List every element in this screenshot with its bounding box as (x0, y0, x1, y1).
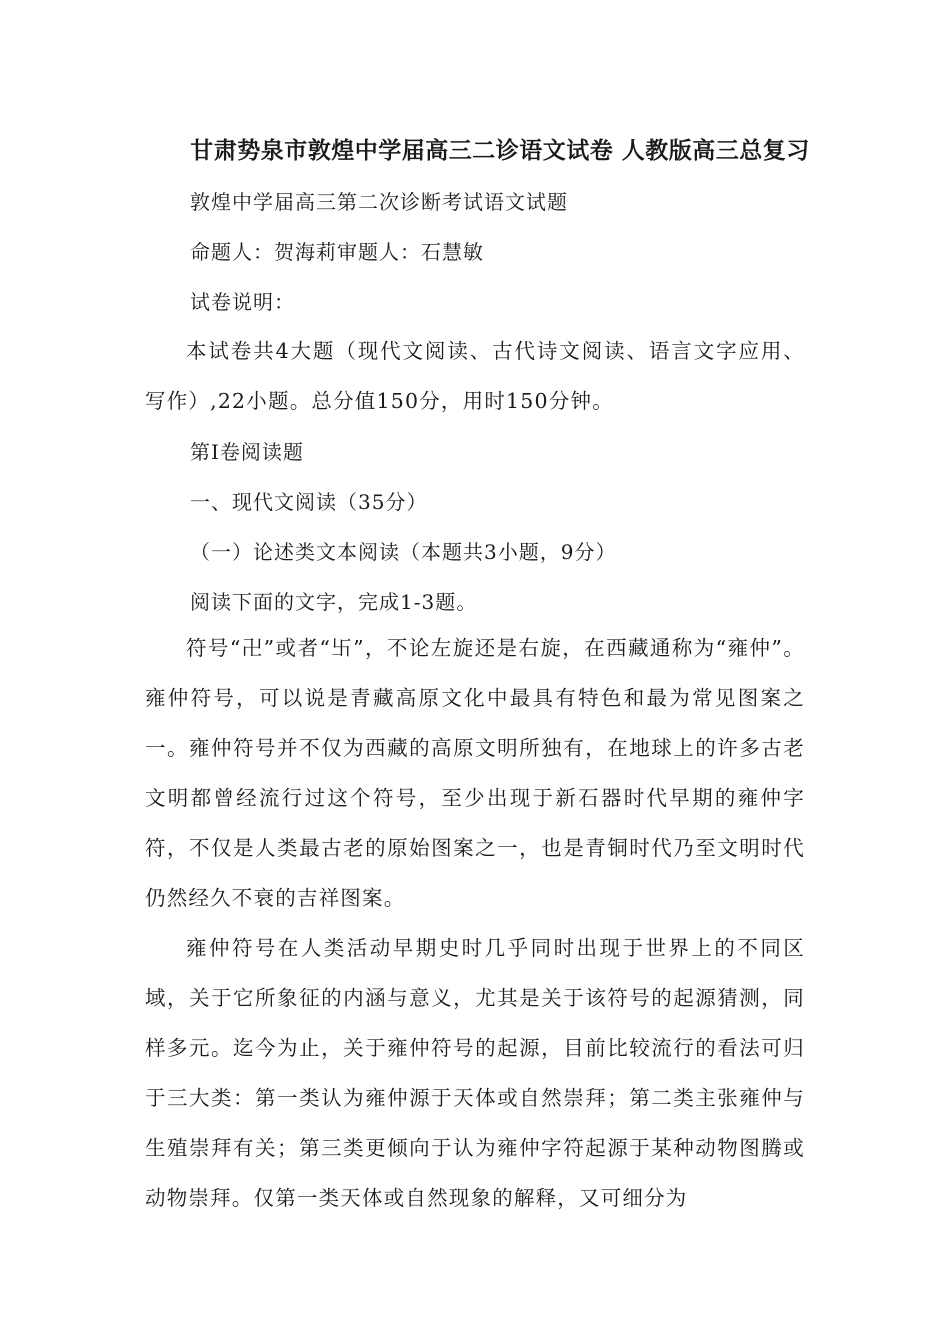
reading-prompt: 阅读下面的文字，完成1-3题。 (190, 590, 478, 614)
document-title: 甘肃势泉市敦煌中学届高三二诊语文试卷 人教版高三总复习 (190, 138, 810, 164)
exam-subtitle: 敦煌中学届高三第二次诊断考试语文试题 (190, 190, 568, 214)
exam-authors: 命题人：贺海莉审题人：石慧敏 (190, 240, 484, 264)
paragraph-1: 符号“卍”或者“卐”，不论左旋还是右旋，在西藏通称为“雍仲”。雍仲符号，可以说是青藏高原文化中最具有特色和最为常见图案之一。雍仲符号并不仅为西藏的高原文明所独有，在地球上的许多古老文明都曾经流行过这个符号，至少出现于新石器时代早期的雍仲字符，不仅是人类最古老的原始图案之一，也是青铜时代乃至文明时代仍然经久不衰的吉祥图案。 (145, 636, 805, 910)
instructions-heading: 试卷说明： (190, 290, 295, 314)
instructions-text: 本试卷共4大题（现代文阅读、古代诗文阅读、语言文字应用、写作）,22小题。总分值150分，用时150分钟。 (145, 339, 805, 413)
subsection-heading: （一）论述类文本阅读（本题共3小题，9分） (190, 540, 617, 564)
section-heading: 一、现代文阅读（35分） (190, 490, 428, 514)
volume-heading: 第Ⅰ卷阅读题 (190, 440, 304, 464)
paragraph-2: 雍仲符号在人类活动早期史时几乎同时出现于世界上的不同区域，关于它所象征的内涵与意义，尤其是关于该符号的起源猜测，同样多元。迄今为止，关于雍仲符号的起源，目前比较流行的看法可归于三大类：第一类认为雍仲源于天体或自然崇拜；第二类主张雍仲与生殖崇拜有关；第三类更倾向于认为雍仲字符起源于某种动物图腾或动物崇拜。仅第一类天体或自然现象的解释，又可细分为 (145, 936, 805, 1210)
